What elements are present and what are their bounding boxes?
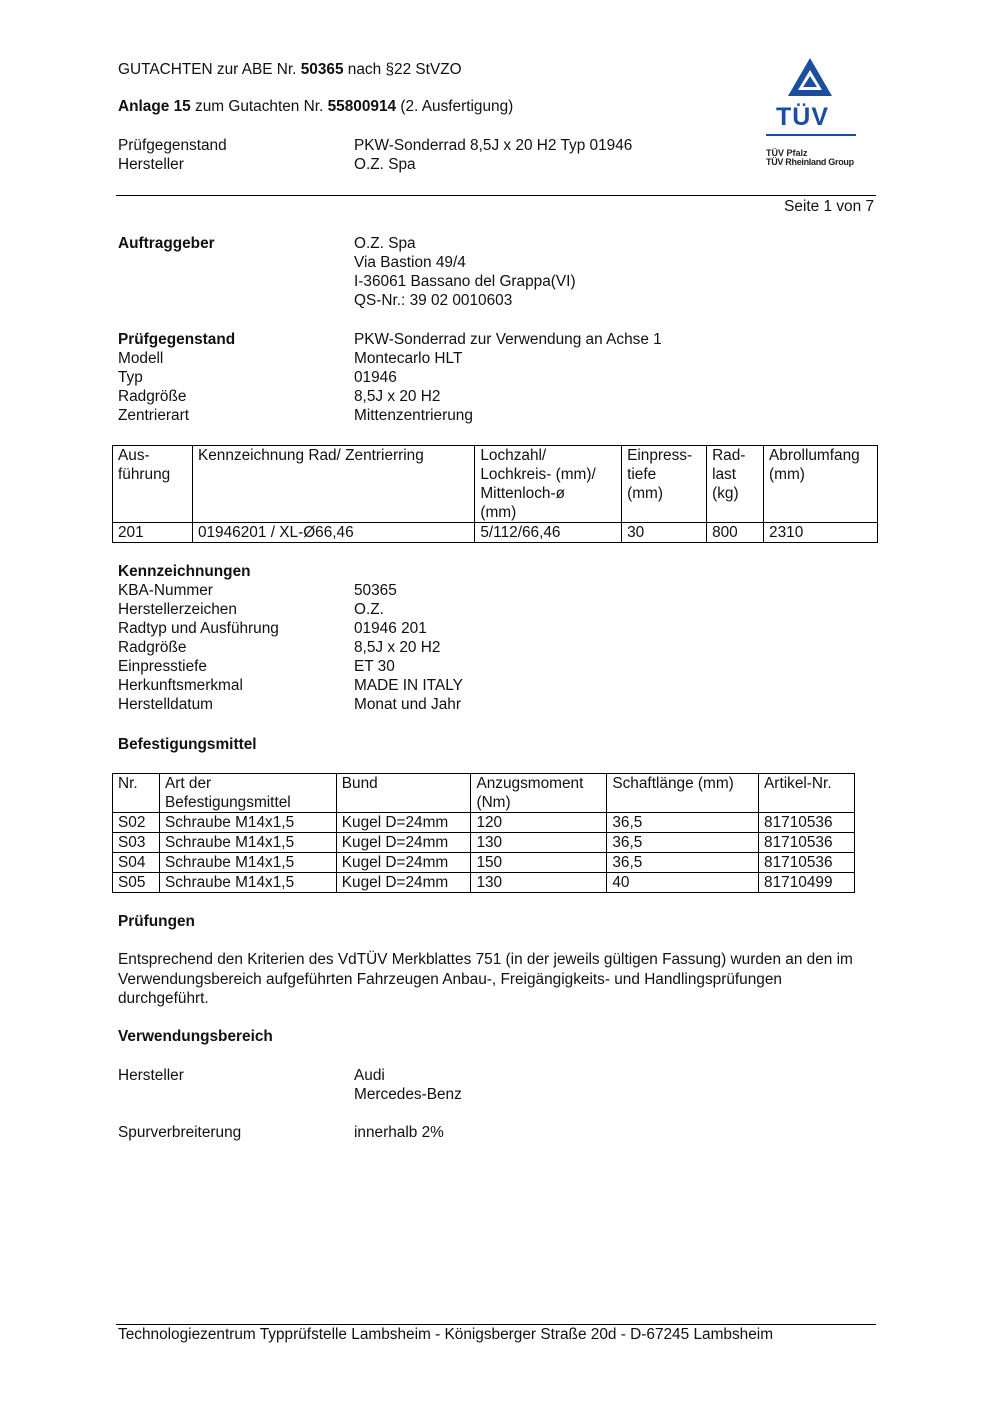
kennz-value: 01946 201	[354, 620, 427, 637]
table-cell: 01946201 / XL-Ø66,46	[192, 523, 474, 543]
table-cell: S05	[113, 873, 160, 893]
pruefungen-heading: Prüfungen	[118, 913, 195, 930]
befestigung-heading: Befestigungsmittel	[118, 736, 257, 753]
table-cell: 800	[707, 523, 764, 543]
table-cell: Schraube M14x1,5	[159, 833, 336, 853]
kennz-value: ET 30	[354, 658, 395, 675]
table-cell: 130	[471, 833, 607, 853]
table-row	[113, 873, 855, 893]
bef-header-art: Art der Befestigungsmittel	[159, 774, 336, 813]
table-cell: 5/112/66,46	[475, 523, 622, 543]
kennz-label: Radtyp und Ausführung	[118, 620, 279, 637]
auftraggeber-line: O.Z. Spa	[354, 235, 416, 252]
header-rule	[116, 195, 876, 196]
radgroesse-label: Radgröße	[118, 388, 187, 405]
kennz-label: Herkunftsmerkmal	[118, 677, 243, 694]
modell-label: Modell	[118, 350, 164, 367]
kennz-label: Herstellerzeichen	[118, 601, 237, 618]
header-title-text: GUTACHTEN zur ABE Nr.	[118, 61, 301, 78]
table-cell: 130	[471, 873, 607, 893]
kennz-value: Monat und Jahr	[354, 696, 461, 713]
verwendung-hersteller-label: Hersteller	[118, 1067, 184, 1084]
table-cell: Kugel D=24mm	[336, 813, 471, 833]
table-cell: Kugel D=24mm	[336, 853, 471, 873]
kennz-label: Radgröße	[118, 639, 187, 656]
table-cell: 40	[607, 873, 759, 893]
pruefgegenstand-label: Prüfgegenstand	[118, 331, 236, 348]
abe-number: 50365	[300, 61, 344, 78]
kennz-value: 50365	[354, 582, 397, 599]
rad-table	[112, 445, 878, 543]
tuv-logo-sub2: TÜV Rheinland Group	[766, 157, 854, 167]
rad-header-abrollumfang: Abrollumfang (mm)	[764, 446, 878, 523]
zentrierart-value: Mittenzentrierung	[354, 407, 473, 424]
header-hersteller-value: O.Z. Spa	[354, 156, 416, 173]
kennz-value: MADE IN ITALY	[354, 677, 463, 694]
rad-header-lochzahl: Lochzahl/ Lochkreis- (mm)/ Mittenloch-ø (mm)	[475, 446, 622, 523]
befestigung-table	[112, 773, 855, 893]
table-cell: 81710499	[759, 873, 855, 893]
annex-suffix: (2. Ausfertigung)	[396, 98, 514, 115]
spur-value: innerhalb 2%	[354, 1124, 444, 1141]
table-cell: 120	[471, 813, 607, 833]
annex-label: Anlage 15	[118, 98, 191, 115]
kennz-label: Herstelldatum	[118, 696, 213, 713]
table-cell: 81710536	[759, 833, 855, 853]
bef-header-schaftlaenge: Schaftlänge (mm)	[607, 774, 759, 813]
spur-label: Spurverbreiterung	[118, 1124, 242, 1141]
bef-header-nr: Nr.	[113, 774, 160, 813]
verwendung-heading: Verwendungsbereich	[118, 1028, 273, 1045]
zentrierart-label: Zentrierart	[118, 407, 189, 424]
table-row	[113, 833, 855, 853]
table-cell: 81710536	[759, 853, 855, 873]
auftraggeber-line: Via Bastion 49/4	[354, 254, 466, 271]
table-cell: 150	[471, 853, 607, 873]
tuv-logo-sub1: TÜV Pfalz	[766, 148, 808, 158]
table-cell: Kugel D=24mm	[336, 873, 471, 893]
report-number: 55800914	[327, 98, 397, 115]
rad-table-header	[113, 446, 878, 523]
kennz-label: KBA-Nummer	[118, 582, 213, 599]
verwendung-hersteller-value: Audi	[354, 1067, 385, 1084]
table-row	[113, 813, 855, 833]
typ-value: 01946	[354, 369, 397, 386]
table-cell: 36,5	[607, 853, 759, 873]
kennz-label: Einpresstiefe	[118, 658, 207, 675]
bef-header-bund: Bund	[336, 774, 471, 813]
table-cell: 30	[622, 523, 707, 543]
table-row	[113, 523, 878, 543]
header-pruefgegenstand-value: PKW-Sonderrad 8,5J x 20 H2 Typ 01946	[354, 137, 633, 154]
kennz-value: O.Z.	[354, 601, 384, 618]
pruefungen-text: Entsprechend den Kriterien des VdTÜV Merkblattes 751 (in der jeweils gültigen Fassung) wurden an den im Verwendungsbereich aufgeführten Fahrzeugen Anbau-, Freigängigkeits- und Handlingsprüfungen durchgeführt.	[118, 951, 853, 1007]
table-cell: 36,5	[607, 833, 759, 853]
header-title	[118, 60, 462, 79]
befestigung-table-header	[113, 774, 855, 813]
table-cell: Schraube M14x1,5	[159, 873, 336, 893]
pruefgegenstand-value: PKW-Sonderrad zur Verwendung an Achse 1	[354, 331, 662, 348]
table-cell: Kugel D=24mm	[336, 833, 471, 853]
table-row	[113, 853, 855, 873]
bef-header-artikel: Artikel-Nr.	[759, 774, 855, 813]
table-cell: 2310	[764, 523, 878, 543]
rad-header-kennzeichnung: Kennzeichnung Rad/ Zentrierring	[192, 446, 474, 523]
verwendung-hersteller-value: Mercedes-Benz	[354, 1086, 462, 1103]
header-annex	[118, 97, 513, 116]
tuv-logo-text: TÜV	[776, 103, 829, 131]
bef-header-anzugsmoment: Anzugsmoment (Nm)	[471, 774, 607, 813]
auftraggeber-line: QS-Nr.: 39 02 0010603	[354, 292, 513, 309]
rad-header-radlast: Rad- last (kg)	[707, 446, 764, 523]
auftraggeber-line: I-36061 Bassano del Grappa(VI)	[354, 273, 576, 290]
rad-header-ausfuehrung: Aus- führung	[113, 446, 193, 523]
auftraggeber-label: Auftraggeber	[118, 235, 215, 252]
kennz-value: 8,5J x 20 H2	[354, 639, 441, 656]
kennzeichnungen-heading: Kennzeichnungen	[118, 563, 251, 580]
table-cell: Schraube M14x1,5	[159, 813, 336, 833]
footer-text: Technologiezentrum Typprüfstelle Lambsheim - Königsberger Straße 20d - D-67245 Lambsheim	[118, 1326, 774, 1343]
header-hersteller-label: Hersteller	[118, 156, 184, 173]
table-cell: S02	[113, 813, 160, 833]
table-cell: S04	[113, 853, 160, 873]
table-cell: 81710536	[759, 813, 855, 833]
rad-header-einpresstiefe: Einpress- tiefe (mm)	[622, 446, 707, 523]
table-cell: S03	[113, 833, 160, 853]
header-title-suffix: nach §22 StVZO	[343, 61, 462, 78]
typ-label: Typ	[118, 369, 143, 386]
radgroesse-value: 8,5J x 20 H2	[354, 388, 441, 405]
table-cell: 36,5	[607, 813, 759, 833]
page-number: Seite 1 von 7	[784, 198, 874, 215]
header-pruefgegenstand-label: Prüfgegenstand	[118, 137, 227, 154]
modell-value: Montecarlo HLT	[354, 350, 463, 367]
table-cell: Schraube M14x1,5	[159, 853, 336, 873]
table-cell: 201	[113, 523, 193, 543]
annex-mid: zum Gutachten Nr.	[190, 98, 328, 115]
